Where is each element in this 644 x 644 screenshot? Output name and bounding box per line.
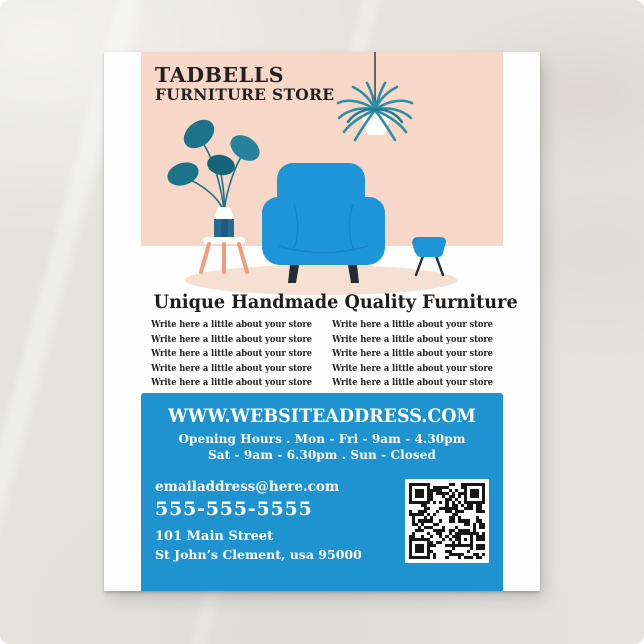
about-column-right [331,318,494,391]
about-line: Write here a little about your store [332,319,493,330]
store-subtitle: FURNITURE STORE [155,85,335,105]
about-line: Write here a little about your store [151,333,312,345]
address-line2: St John’s Clement, usa 95000 [155,547,362,562]
headline: Unique Handmade Quality Furniture [153,291,518,313]
opening-hours-line1: Opening Hours . Mon - Fri - 9am - 4.30pm [178,432,466,446]
address-line1: 101 Main Street [155,529,274,544]
phone-number: 555-555-5555 [155,498,313,520]
contact-details [155,479,362,563]
about-line: Write here a little about your store [151,377,312,389]
about-line: Write here a little about your store [151,362,312,374]
about-column-left [150,318,313,391]
about-line: Write here a little about your store [332,362,493,374]
store-title-block [155,64,334,104]
qr-module [482,556,485,559]
contact-section [155,479,489,563]
about-line: Write here a little about your store [151,319,312,330]
about-line: Write here a little about your store [332,333,493,345]
hero-section [141,52,503,295]
about-line: Write here a little about your store [332,377,493,389]
stool-legs [201,244,247,272]
about-line: Write here a little about your store [151,348,312,360]
ottoman-icon [413,237,446,275]
qr-code-icon [405,479,489,563]
furniture-flyer [104,52,540,591]
store-name: TADBELLS [155,63,285,87]
opening-hours-line2: Sat - 9am - 6.30pm . Sun - Closed [208,448,436,462]
about-section [141,318,503,391]
info-panel [141,393,503,591]
email-address: emailaddress@here.com [155,479,340,495]
about-line: Write here a little about your store [332,348,493,360]
website-url: WWW.WEBSITEADDRESS.COM [168,405,476,427]
